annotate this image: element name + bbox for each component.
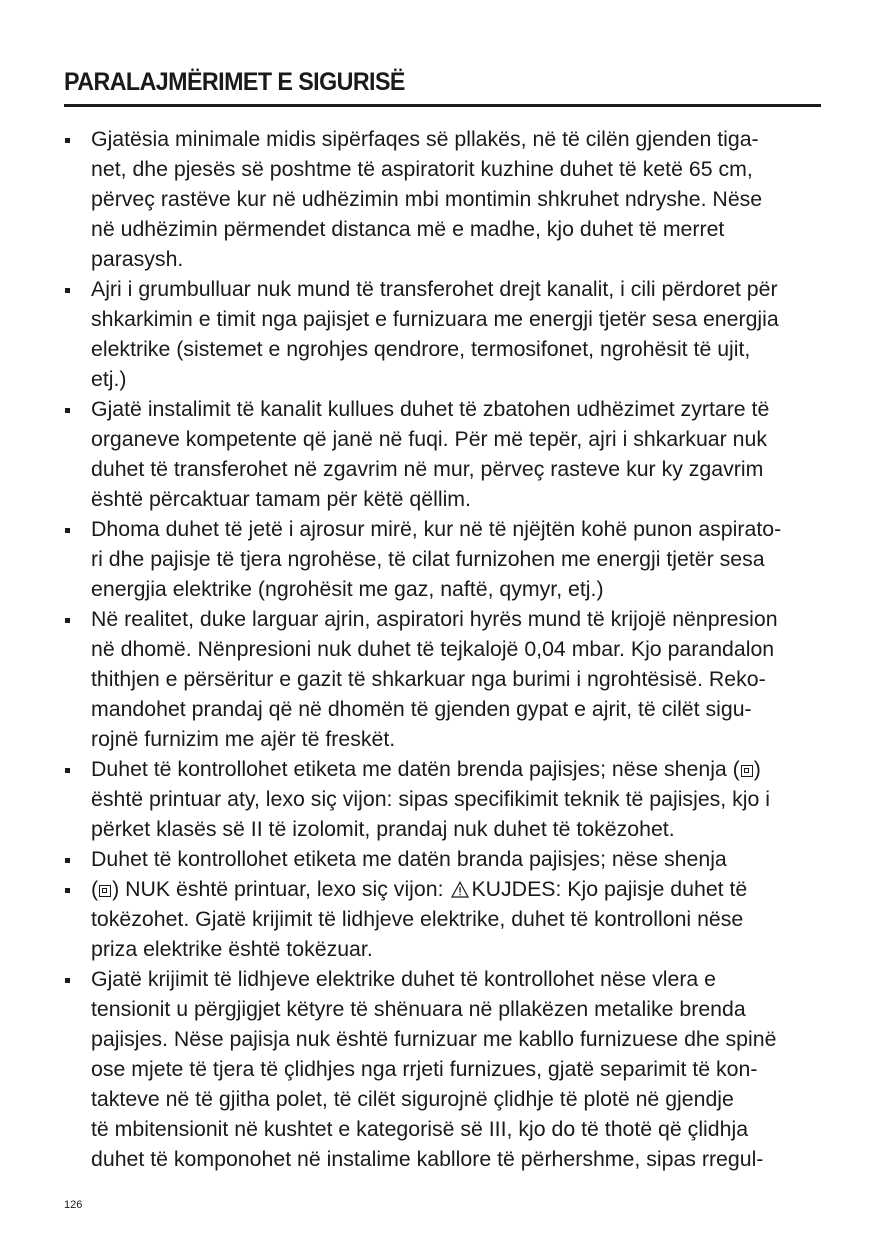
text-line: Gjatësia minimale midis sipërfaqes së pllakës, në të cilën gjenden tiga- — [91, 127, 759, 151]
bullet-icon — [65, 138, 70, 143]
text-fragment: ) — [753, 757, 761, 781]
text-line: përket klasës së II të izolomit, prandaj nuk duhet të tokëzohet. — [91, 817, 675, 841]
bullet-icon — [65, 618, 70, 623]
text-line: etj.) — [91, 367, 127, 391]
list-item — [64, 754, 826, 844]
safety-warnings-list — [64, 124, 826, 1174]
text-line: Ajri i grumbulluar nuk mund të transferohet drejt kanalit, i cili përdoret për — [91, 277, 778, 301]
text-line: përveç rastëve kur në udhëzimin mbi montimin shkruhet ndryshe. Nëse — [91, 187, 763, 211]
text-line: pajisjes. Nëse pajisja nuk është furnizuar me kabllo furnizuese dhe spinë — [91, 1027, 777, 1051]
text-line: Në realitet, duke larguar ajrin, aspiratori hyrës mund të krijojë nënpresion — [91, 607, 778, 631]
list-item — [64, 874, 826, 964]
list-item — [64, 604, 826, 754]
class-ii-insulation-icon — [99, 885, 111, 897]
list-item — [64, 124, 826, 274]
bullet-icon — [65, 288, 70, 293]
text-fragment: ( — [91, 877, 99, 901]
text-line — [91, 754, 826, 784]
page-number: 126 — [64, 1199, 83, 1211]
title-divider — [64, 104, 821, 107]
text-line: parasysh. — [91, 247, 184, 271]
text-line: është printuar aty, lexo siç vijon: sipas specifikimit teknik të pajisjes, kjo i — [91, 787, 771, 811]
text-line: thithjen e përsëritur e gazit të shkarkuar nga burimi i ngrohtësisë. Reko- — [91, 667, 766, 691]
text-fragment: Duhet të kontrollohet etiketa me datën brenda pajisjes; nëse shenja ( — [91, 757, 740, 781]
text-line: ri dhe pajisje të tjera ngrohëse, të cilat furnizohen me energji tjetër sesa — [91, 547, 765, 571]
text-line: Dhoma duhet të jetë i ajrosur mirë, kur në të njëjtën kohë punon aspirato- — [91, 517, 782, 541]
text-line: tokëzohet. Gjatë krijimit të lidhjeve elektrike, duhet të kontrolloni nëse — [91, 907, 744, 931]
list-item — [64, 514, 826, 604]
list-item — [64, 394, 826, 514]
text-line — [91, 874, 826, 904]
bullet-icon — [65, 408, 70, 413]
text-line: Gjatë krijimit të lidhjeve elektrike duhet të kontrollohet nëse vlera e — [91, 967, 717, 991]
list-item — [64, 274, 826, 394]
text-line: takteve në të gjitha polet, të cilët sigurojnë çlidhje të plotë në gjendje — [91, 1087, 734, 1111]
text-line: energjia elektrike (ngrohësit me gaz, naftë, qymyr, etj.) — [91, 577, 604, 601]
bullet-icon — [65, 768, 70, 773]
text-line: është përcaktuar tamam për këtë qëllim. — [91, 487, 471, 511]
text-line: net, dhe pjesës së poshtme të aspiratorit kuzhine duhet të ketë 65 cm, — [91, 157, 753, 181]
bullet-icon — [65, 528, 70, 533]
text-line: organeve kompetente që janë në fuqi. Për më tepër, ajri i shkarkuar nuk — [91, 427, 767, 451]
text-fragment: KUJDES: Kjo pajisje duhet të — [471, 877, 748, 901]
text-line: tensionit u përgjigjet këtyre të shënuara në pllakëzen metalike brenda — [91, 997, 746, 1021]
text-line: mandohet prandaj që në dhomën të gjenden gypat e ajrit, të cilët sigu- — [91, 697, 752, 721]
text-line: elektrike (sistemet e ngrohjes qendrore, termosifonet, ngrohësit të ujit, — [91, 337, 751, 361]
text-line: priza elektrike është tokëzuar. — [91, 937, 373, 961]
text-line: të mbitensionit në kushtet e kategorisë së III, kjo do të thotë që çlidhja — [91, 1117, 749, 1141]
list-item — [64, 844, 826, 874]
text-fragment: ) NUK është printuar, lexo siç vijon: — [112, 877, 444, 901]
bullet-icon — [65, 858, 70, 863]
text-line: Gjatë instalimit të kanalit kullues duhet të zbatohen udhëzimet zyrtare të — [91, 397, 770, 421]
text-line: Duhet të kontrollohet etiketa me datën branda pajisjes; nëse shenja — [91, 847, 727, 871]
text-line: duhet të komponohet në instalime kabllore të përhershme, sipas rregul- — [91, 1147, 764, 1171]
bullet-icon — [65, 888, 70, 893]
text-line: në udhëzimin përmendet distanca më e madhe, kjo duhet të merret — [91, 217, 725, 241]
text-line: në dhomë. Nënpresioni nuk duhet të tejkalojë 0,04 mbar. Kjo parandalon — [91, 637, 775, 661]
list-item — [64, 964, 826, 1174]
text-line: ose mjete të tjera të çlidhjes nga rrjeti furnizues, gjatë separimit të kon- — [91, 1057, 758, 1081]
text-line: shkarkimin e timit nga pajisjet e furnizuara me energji tjetër sesa energjia — [91, 307, 779, 331]
page-title: PARALAJMËRIMET E SIGURISË — [64, 68, 405, 96]
warning-triangle-icon — [451, 881, 469, 898]
text-line: rojnë furnizim me ajër të freskët. — [91, 727, 396, 751]
class-ii-insulation-icon — [741, 765, 753, 777]
text-line: duhet të transferohet në zgavrim në mur, përveç rasteve kur ky zgavrim — [91, 457, 764, 481]
bullet-icon — [65, 978, 70, 983]
